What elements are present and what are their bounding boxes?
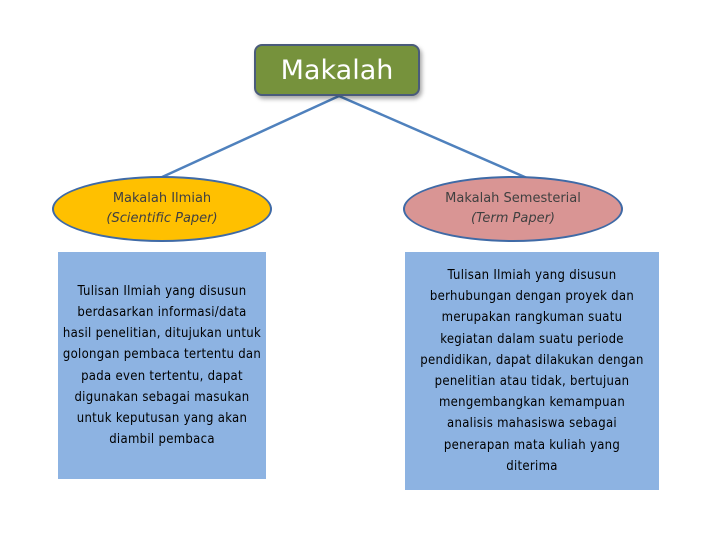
description-text: Tulisan Ilmiah yang disusun berhubungan dengan proyek dan merupakan rangkuman suatu kegiatan dalam suatu periode pendidikan, dapat dilakukan dengan penelitian atau tidak, bertujuan mengembangkan kemampuan analisis mahasiswa sebagai penerapan mata kuliah yang diterima — [420, 267, 644, 474]
description-box-makalah-ilmiah — [58, 252, 266, 479]
branch-subtitle: (Term Paper) — [470, 211, 556, 226]
description-box-makalah-semesterial — [405, 252, 659, 490]
connector-line-right — [339, 96, 527, 178]
description-text: Tulisan Ilmiah yang disusun berdasarkan informasi/data hasil penelitian, ditujukan untuk golongan pembaca tertentu dan pada even tertentu, dapat digunakan sebagai masukan untuk keputusan yang akan diambil pembaca — [62, 283, 262, 448]
branch-title: Makalah Ilmiah — [112, 191, 212, 206]
root-node-makalah — [254, 44, 420, 96]
branch-node-makalah-semesterial — [403, 176, 623, 242]
connector-line-left — [160, 96, 339, 178]
branch-title: Makalah Semesterial — [445, 191, 581, 206]
root-node-label: Makalah — [280, 54, 394, 86]
branch-node-makalah-ilmiah — [52, 176, 272, 242]
branch-subtitle: (Scientific Paper) — [106, 211, 218, 226]
